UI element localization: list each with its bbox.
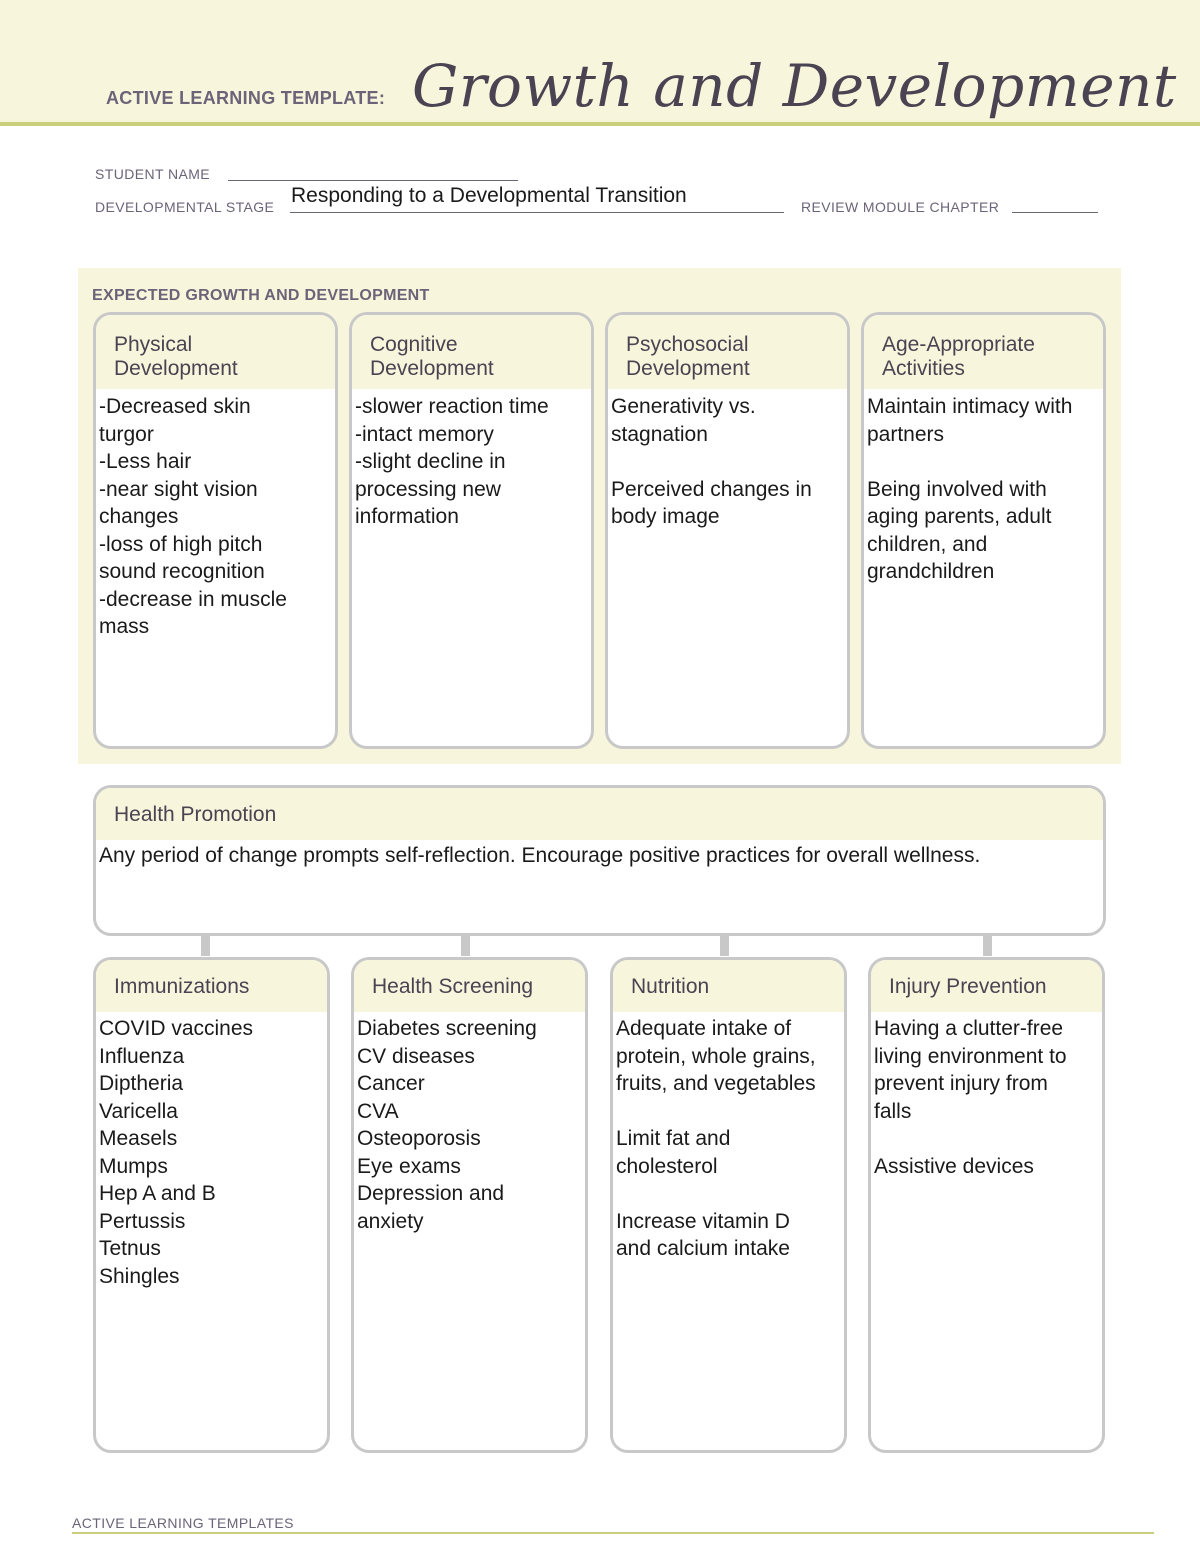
physical-development-box	[93, 312, 338, 749]
list-item: Increase vitamin D	[616, 1209, 790, 1233]
page-title: Growth and Development	[412, 52, 1177, 120]
list-item: processing new	[355, 477, 501, 501]
box-content[interactable]	[96, 389, 335, 641]
list-item: Having a clutter-free	[874, 1017, 1064, 1040]
list-item: Osteoporosis	[357, 1127, 481, 1150]
list-item: -decrease in muscle	[99, 587, 287, 611]
box-heading: Health Promotion	[96, 788, 1103, 840]
list-item: Adequate intake of	[616, 1017, 792, 1040]
list-item: COVID vaccines	[99, 1017, 254, 1040]
list-item: Perceived changes in	[611, 477, 812, 501]
spacer	[616, 1180, 840, 1208]
health-promotion-text: Any period of change prompts self-reflection. Encourage positive practices for overall wellness.	[99, 844, 981, 867]
box-content[interactable]	[352, 389, 591, 531]
list-item: falls	[874, 1099, 912, 1123]
health-promotion-box	[93, 785, 1106, 936]
list-item: prevent injury from	[874, 1072, 1048, 1095]
heading-line: Physical	[114, 333, 193, 356]
developmental-stage-line	[290, 212, 784, 213]
box-heading	[608, 315, 847, 389]
list-item: Maintain intimacy with	[867, 395, 1073, 418]
box-content[interactable]	[354, 1012, 585, 1235]
list-item: living environment to	[874, 1044, 1067, 1068]
spacer	[616, 1098, 840, 1126]
header-divider	[0, 122, 1200, 126]
review-module-field[interactable]	[1012, 212, 1098, 213]
template-label: ACTIVE LEARNING TEMPLATE:	[106, 88, 386, 108]
psychosocial-development-box	[605, 312, 850, 749]
list-item: Eye exams	[357, 1154, 461, 1178]
box-content[interactable]	[608, 389, 847, 531]
list-item: -near sight vision	[99, 477, 258, 501]
expected-growth-title: EXPECTED GROWTH AND DEVELOPMENT	[92, 287, 430, 304]
list-item: Measels	[99, 1127, 178, 1150]
developmental-stage-label: DEVELOPMENTAL STAGE	[95, 199, 275, 215]
injury-prevention-box	[868, 957, 1105, 1453]
immunizations-box	[93, 957, 330, 1453]
list-item: Pertussis	[99, 1209, 186, 1233]
list-item: sound recognition	[99, 560, 265, 583]
list-item: Cancer	[357, 1072, 425, 1095]
list-item: Hep A and B	[99, 1182, 216, 1205]
list-item: aging parents, adult	[867, 505, 1052, 528]
list-item: Tetnus	[99, 1237, 161, 1260]
list-item: cholesterol	[616, 1154, 718, 1178]
list-item: Influenza	[99, 1044, 185, 1068]
list-item: fruits, and vegetables	[616, 1072, 816, 1095]
box-heading	[864, 315, 1103, 389]
nutrition-box	[610, 957, 847, 1453]
list-item: partners	[867, 422, 945, 446]
list-item: stagnation	[611, 422, 708, 446]
heading-line: Age-Appropriate	[882, 333, 1035, 356]
heading-line: Development	[370, 357, 494, 380]
box-heading	[352, 315, 591, 389]
box-heading	[96, 315, 335, 389]
box-content[interactable]	[864, 389, 1103, 586]
list-item: Being involved with	[867, 477, 1047, 501]
list-item: turgor	[99, 422, 154, 446]
list-item: Limit fat and	[616, 1127, 731, 1150]
spacer	[611, 448, 843, 476]
list-item: Varicella	[99, 1099, 178, 1123]
list-item: Shingles	[99, 1264, 180, 1288]
footer-divider	[72, 1532, 1154, 1534]
box-content[interactable]	[96, 1012, 327, 1290]
review-module-label: REVIEW MODULE CHAPTER	[801, 199, 1000, 215]
list-item: mass	[99, 615, 150, 638]
list-item: -slight decline in	[355, 450, 506, 473]
connector	[720, 934, 729, 956]
list-item: -loss of high pitch	[99, 532, 263, 556]
list-item: and calcium intake	[616, 1237, 790, 1260]
list-item: information	[355, 505, 459, 528]
list-item: CVA	[357, 1099, 399, 1123]
list-item: Assistive devices	[874, 1154, 1034, 1178]
list-item: Generativity vs.	[611, 395, 756, 418]
connector	[983, 934, 992, 956]
list-item: -Decreased skin	[99, 395, 251, 418]
list-item: Diptheria	[99, 1072, 184, 1095]
box-heading: Immunizations	[96, 960, 327, 1012]
spacer	[874, 1125, 1098, 1153]
connector	[461, 934, 470, 956]
list-item: protein, whole grains,	[616, 1044, 816, 1068]
list-item: changes	[99, 505, 179, 528]
list-item: grandchildren	[867, 560, 995, 583]
list-item: CV diseases	[357, 1044, 475, 1068]
footer-label: ACTIVE LEARNING TEMPLATES	[72, 1515, 294, 1531]
heading-line: Activities	[882, 357, 965, 380]
box-heading: Injury Prevention	[871, 960, 1102, 1012]
list-item: -slower reaction time	[355, 395, 549, 418]
heading-line: Psychosocial	[626, 333, 749, 356]
list-item: -intact memory	[355, 422, 494, 446]
developmental-stage-field[interactable]: Responding to a Developmental Transition	[291, 184, 687, 207]
box-content[interactable]	[871, 1012, 1102, 1180]
connector	[201, 934, 210, 956]
heading-line: Development	[626, 357, 750, 380]
list-item: Mumps	[99, 1154, 168, 1178]
student-name-field[interactable]	[228, 180, 518, 181]
list-item: children, and	[867, 532, 988, 556]
student-name-label: STUDENT NAME	[95, 166, 210, 182]
list-item: anxiety	[357, 1209, 424, 1233]
box-content[interactable]	[96, 840, 1103, 870]
box-heading: Health Screening	[354, 960, 585, 1012]
heading-line: Cognitive	[370, 333, 458, 356]
box-content[interactable]	[613, 1012, 844, 1263]
list-item: -Less hair	[99, 450, 192, 473]
age-appropriate-activities-box	[861, 312, 1106, 749]
box-heading: Nutrition	[613, 960, 844, 1012]
list-item: body image	[611, 505, 720, 528]
list-item: Diabetes screening	[357, 1017, 537, 1040]
spacer	[867, 448, 1099, 476]
cognitive-development-box	[349, 312, 594, 749]
heading-line: Development	[114, 357, 238, 380]
health-screening-box	[351, 957, 588, 1453]
list-item: Depression and	[357, 1182, 505, 1205]
